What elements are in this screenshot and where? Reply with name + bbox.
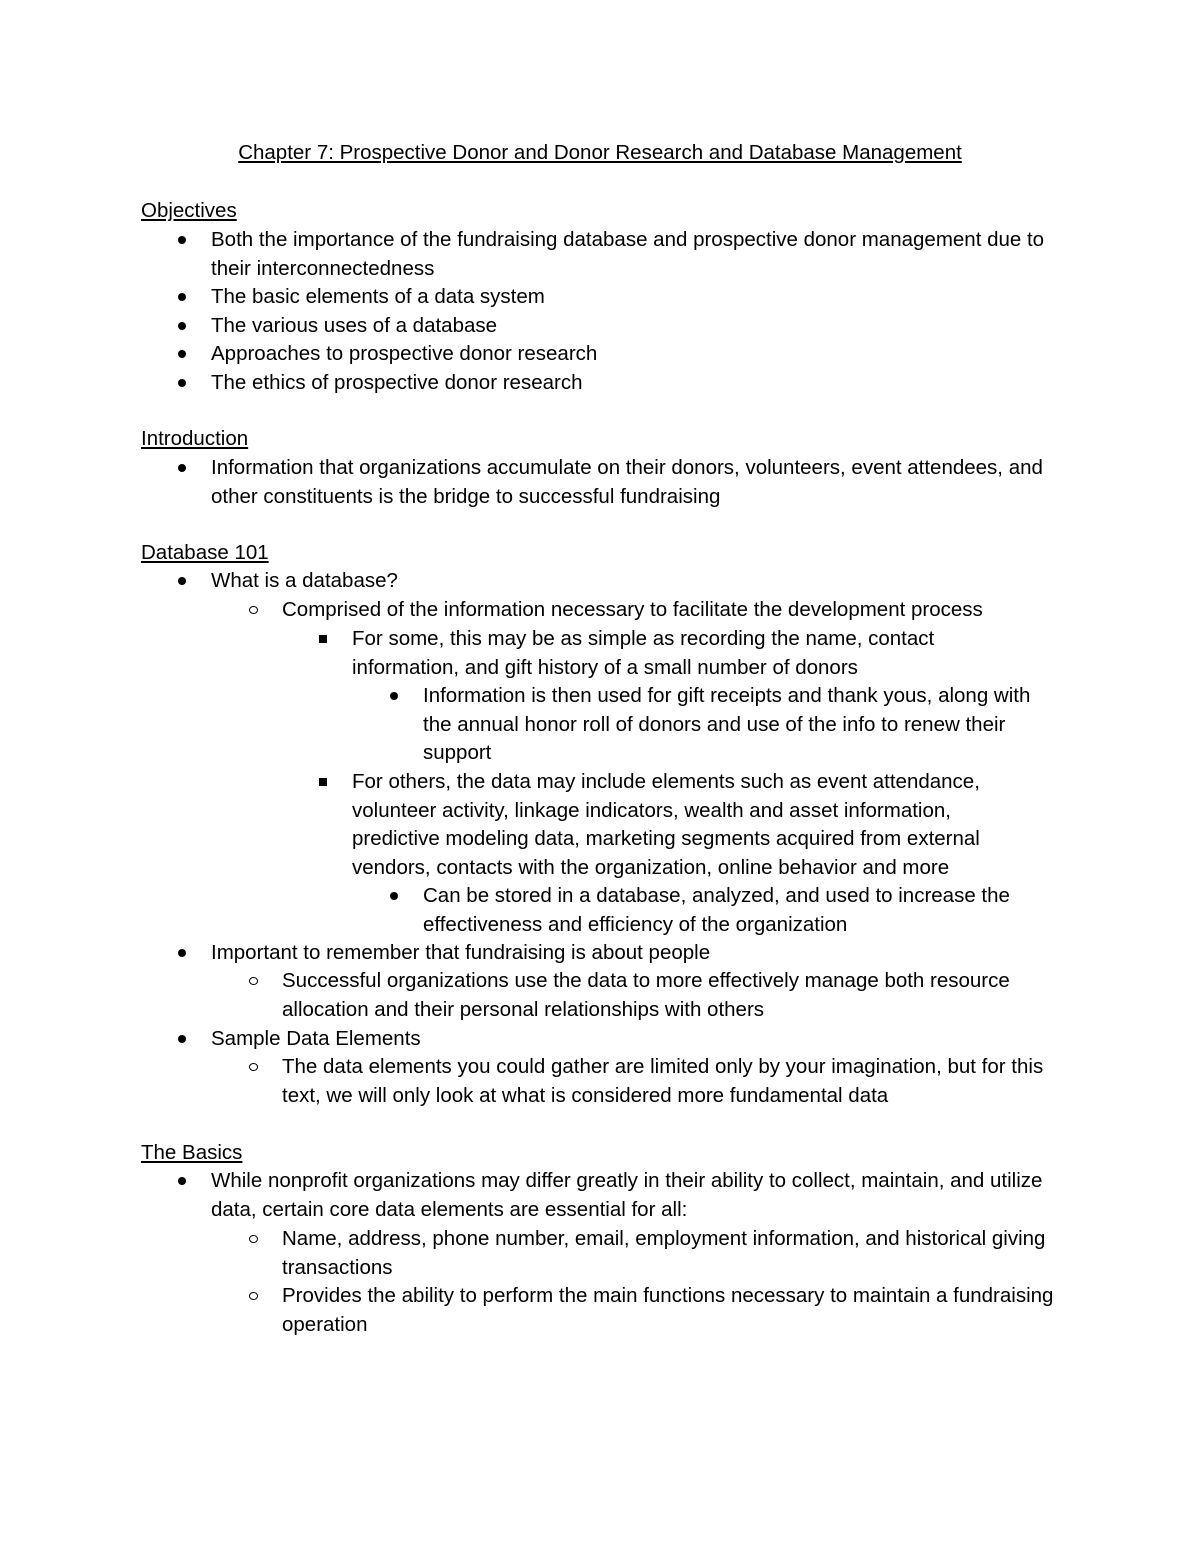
section-heading-the-basics: The Basics xyxy=(141,1141,243,1164)
bullet-icon xyxy=(178,322,186,330)
bullet-icon xyxy=(178,236,186,244)
bullet-icon xyxy=(178,293,186,301)
list-item: Information that organizations accumulate on their donors, volunteers, event attendees, and other constituents is the bridge to successful fundraising xyxy=(211,454,1066,511)
list-item: Both the importance of the fundraising database and prospective donor management due to their interconnectedness xyxy=(211,226,1066,283)
list-item: The data elements you could gather are limited only by your imagination, but for this text, we will only look at what is considered more fundamental data xyxy=(282,1053,1057,1110)
list-item: The ethics of prospective donor research xyxy=(211,369,1066,398)
bullet-icon xyxy=(178,949,186,957)
hollow-circle-bullet-icon xyxy=(249,1235,258,1243)
bullet-icon xyxy=(178,1177,186,1185)
bullet-icon xyxy=(390,892,398,900)
section-heading-introduction: Introduction xyxy=(141,427,249,450)
list-item: Name, address, phone number, email, employment information, and historical giving transactions xyxy=(282,1225,1057,1282)
bullet-icon xyxy=(178,1035,186,1043)
list-item: Sample Data Elements xyxy=(211,1025,1066,1054)
list-item: While nonprofit organizations may differ greatly in their ability to collect, maintain, and utilize data, certain core data elements are essential for all: xyxy=(211,1167,1066,1224)
list-item: Approaches to prospective donor research xyxy=(211,340,1066,369)
document-title: Chapter 7: Prospective Donor and Donor Research and Database Management xyxy=(238,141,962,164)
bullet-icon xyxy=(178,379,186,387)
list-item: What is a database? xyxy=(211,567,1066,596)
hollow-circle-bullet-icon xyxy=(249,1292,258,1300)
bullet-icon xyxy=(390,692,398,700)
bullet-icon xyxy=(178,464,186,472)
list-item: The various uses of a database xyxy=(211,312,1066,341)
list-item: Provides the ability to perform the main functions necessary to maintain a fundraising operation xyxy=(282,1282,1057,1339)
section-heading-objectives: Objectives xyxy=(141,199,237,222)
list-item: Successful organizations use the data to more effectively manage both resource allocation and their personal relationships with others xyxy=(282,967,1057,1024)
list-item: Comprised of the information necessary to facilitate the development process xyxy=(282,596,1057,625)
hollow-circle-bullet-icon xyxy=(249,977,258,985)
hollow-circle-bullet-icon xyxy=(249,1063,258,1071)
list-item: Can be stored in a database, analyzed, and used to increase the effectiveness and efficiency of the organization xyxy=(423,882,1048,939)
list-item: The basic elements of a data system xyxy=(211,283,1066,312)
square-bullet-icon xyxy=(319,635,327,643)
list-item: Information is then used for gift receipts and thank yous, along with the annual honor roll of donors and use of the info to renew their support xyxy=(423,682,1048,768)
hollow-circle-bullet-icon xyxy=(249,606,258,614)
list-item: For others, the data may include elements such as event attendance, volunteer activity, linkage indicators, wealth and asset information, predictive modeling data, marketing segments acquired from external vendors, contacts with the organization, online behavior and more xyxy=(352,768,1042,882)
list-item: For some, this may be as simple as recording the name, contact information, and gift history of a small number of donors xyxy=(352,625,1042,682)
section-heading-database-101: Database 101 xyxy=(141,541,269,564)
square-bullet-icon xyxy=(319,778,327,786)
list-item: Important to remember that fundraising is about people xyxy=(211,939,1066,968)
bullet-icon xyxy=(178,350,186,358)
bullet-icon xyxy=(178,577,186,585)
